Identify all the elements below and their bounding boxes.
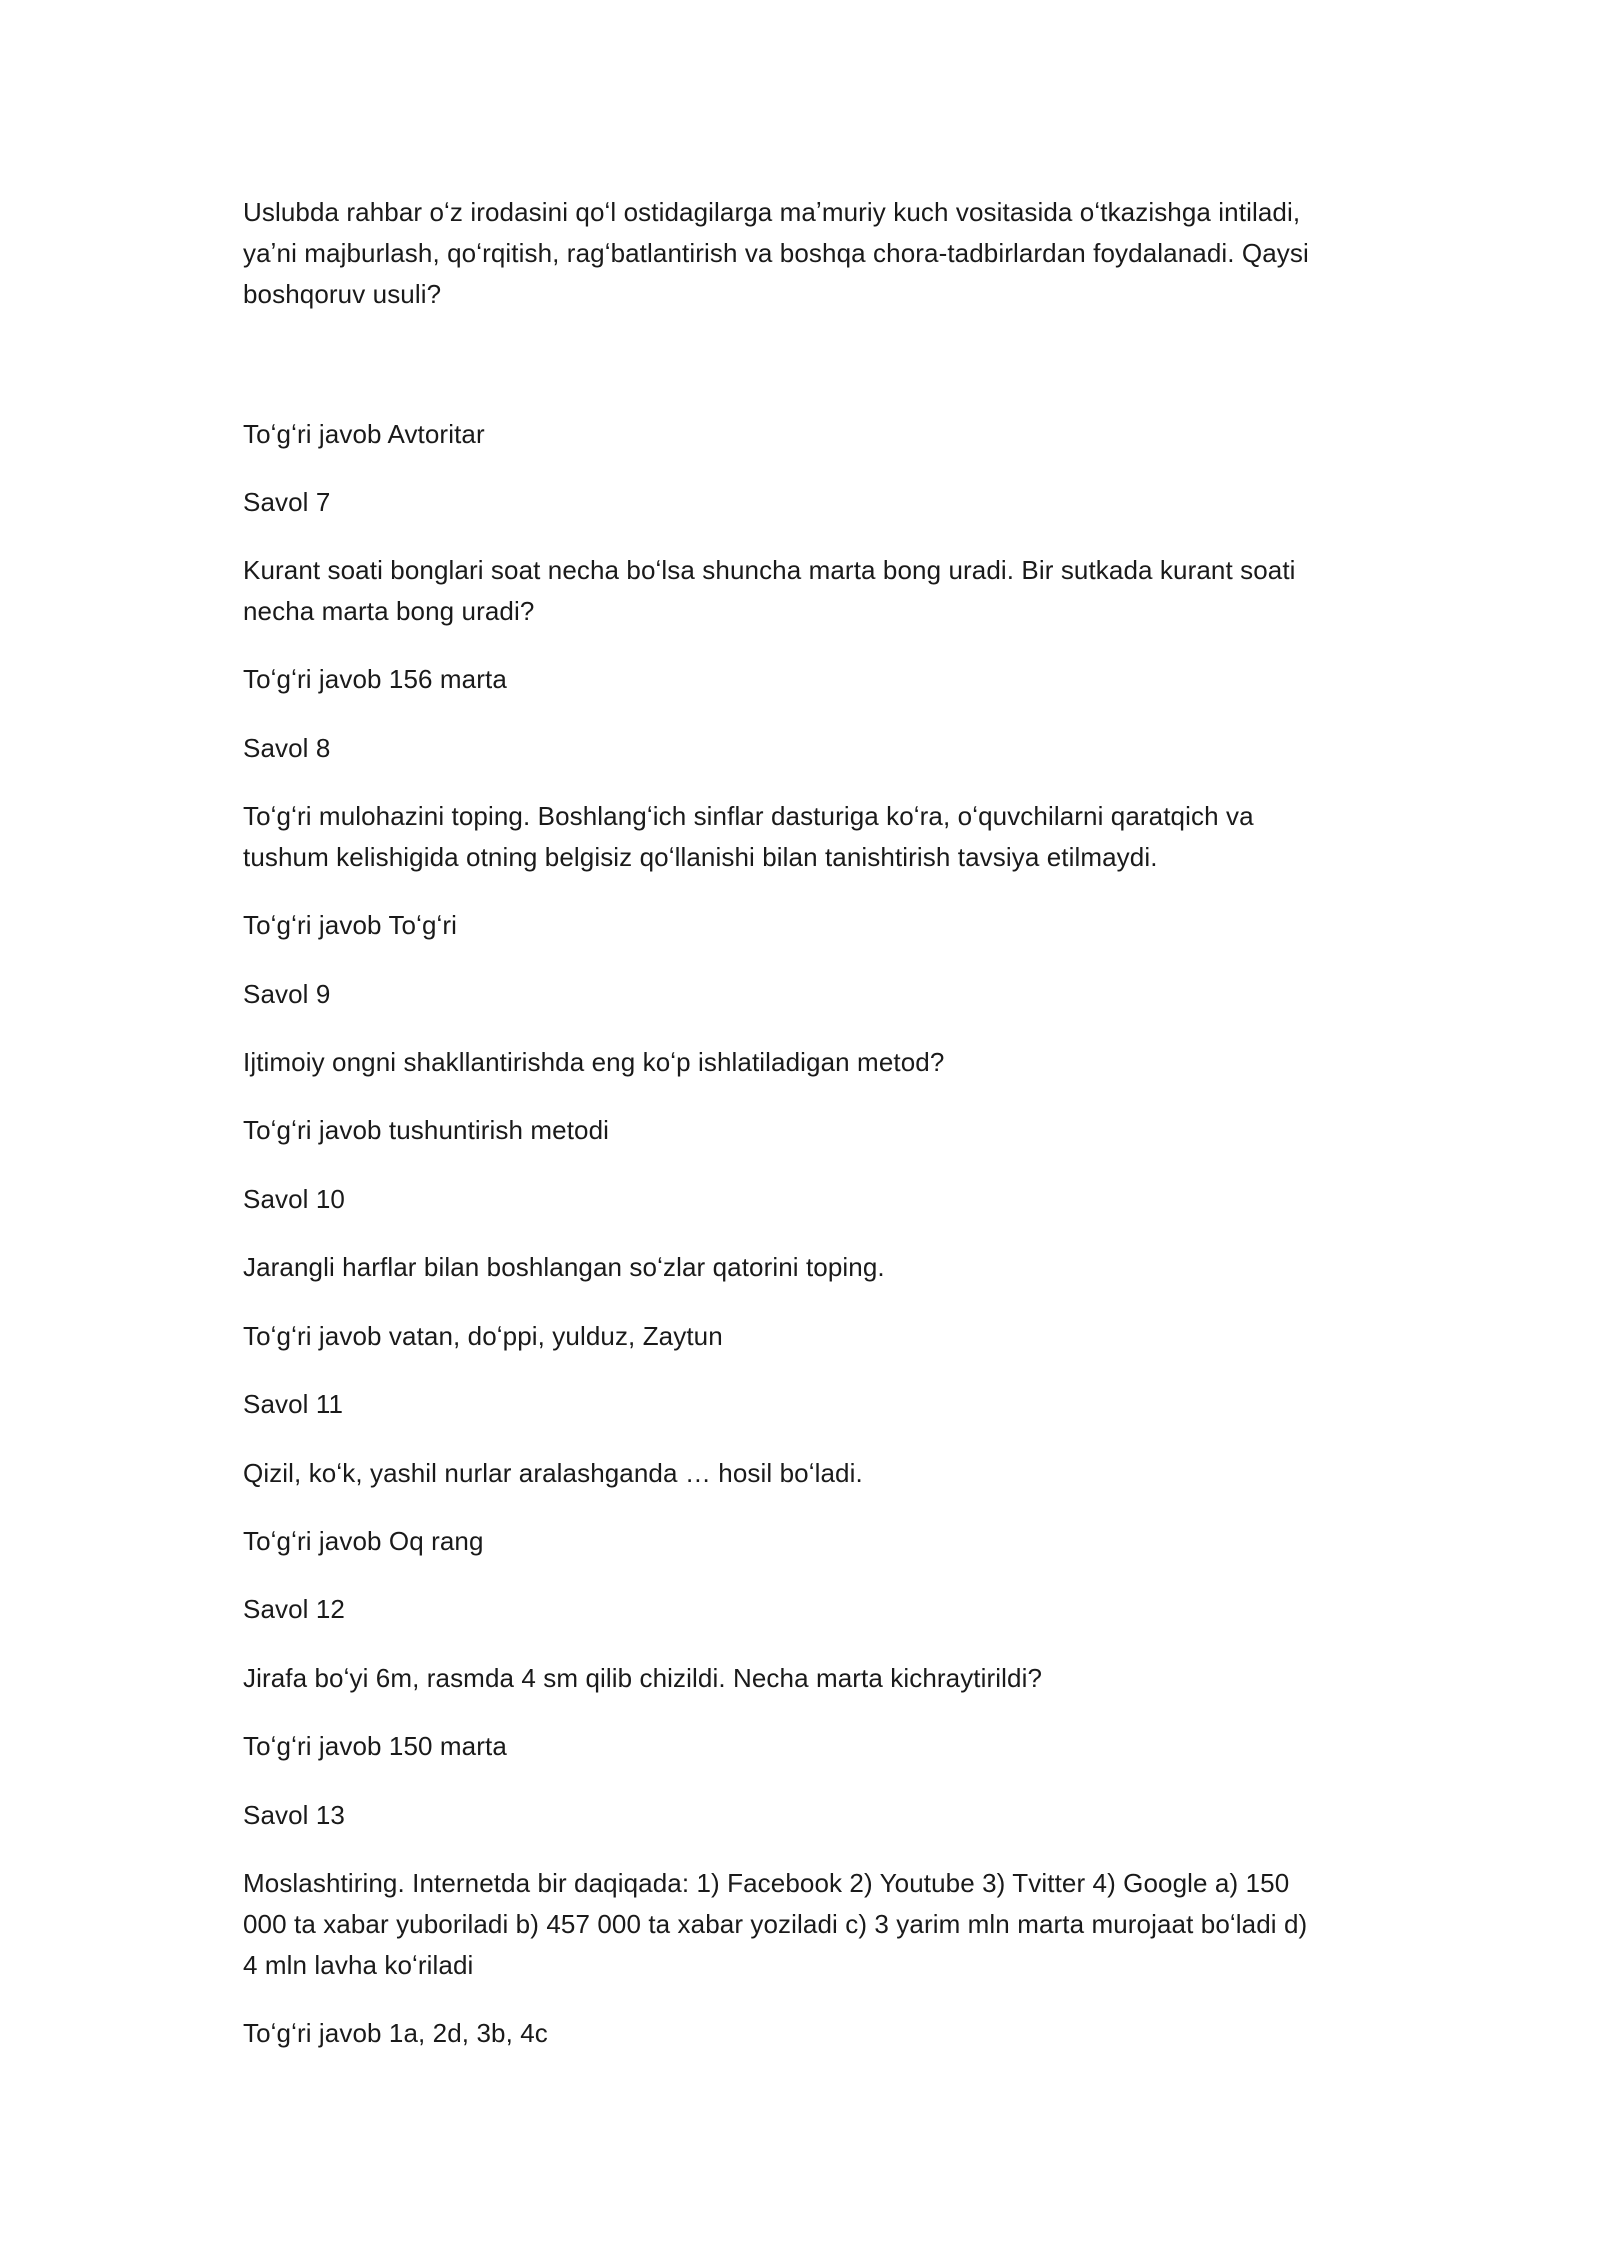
answer-7: Toʻgʻri javob 156 marta <box>243 664 507 694</box>
question-title-9: Savol 9 <box>243 979 331 1009</box>
question-text-9: Ijtimoiy ongni shakllantirishda eng koʻp ishlatiladigan metod? <box>243 1047 945 1077</box>
text-line: Kurant soati bonglari soat necha boʻlsa shuncha marta bong uradi. Bir sutkada kurant soati <box>243 555 1296 585</box>
answer-9: Toʻgʻri javob tushuntirish metodi <box>243 1115 610 1145</box>
question-text-10: Jarangli harflar bilan boshlangan soʻzlar qatorini toping. <box>243 1252 885 1282</box>
text-line: boshqoruv usuli? <box>243 279 442 309</box>
text-line: Uslubda rahbar oʻz irodasini qoʻl ostidagilarga maʼmuriy kuch vositasida oʻtkazishga intiladi, <box>243 197 1301 227</box>
answer-8: Toʻgʻri javob Toʻgʻri <box>243 910 458 940</box>
question-title-11: Savol 11 <box>243 1389 344 1419</box>
answer-10: Toʻgʻri javob vatan, doʻppi, yulduz, Zaytun <box>243 1321 723 1351</box>
question-title-7: Savol 7 <box>243 487 331 517</box>
question-text-12: Jirafa boʻyi 6m, rasmda 4 sm qilib chizildi. Necha marta kichraytirildi? <box>243 1663 1043 1693</box>
answer-11: Toʻgʻri javob Oq rang <box>243 1526 484 1556</box>
question-text-11: Qizil, koʻk, yashil nurlar aralashganda … hosil boʻladi. <box>243 1458 863 1488</box>
text-line: yaʼni majburlash, qoʻrqitish, ragʻbatlantirish va boshqa chora-tadbirlardan foydalanadi. Qaysi <box>243 238 1309 268</box>
question-title-8: Savol 8 <box>243 733 331 763</box>
question-text-intro <box>243 192 1309 315</box>
question-text-7 <box>243 550 1296 632</box>
question-title-12: Savol 12 <box>243 1594 345 1624</box>
text-line: necha marta bong uradi? <box>243 596 535 626</box>
text-line: 000 ta xabar yuboriladi b) 457 000 ta xabar yoziladi c) 3 yarim mln marta murojaat boʻladi d) <box>243 1909 1308 1939</box>
answer-13: Toʻgʻri javob 1a, 2d, 3b, 4c <box>243 2018 548 2048</box>
question-title-10: Savol 10 <box>243 1184 345 1214</box>
answer-intro: Toʻgʻri javob Avtoritar <box>243 419 485 449</box>
answer-12: Toʻgʻri javob 150 marta <box>243 1731 507 1761</box>
text-line: tushum kelishigida otning belgisiz qoʻllanishi bilan tanishtirish tavsiya etilmaydi. <box>243 842 1158 872</box>
question-title-13: Savol 13 <box>243 1800 345 1830</box>
text-line: Moslashtiring. Internetda bir daqiqada: 1) Facebook 2) Youtube 3) Tvitter 4) Google a) 150 <box>243 1868 1290 1898</box>
question-text-13 <box>243 1863 1307 1986</box>
question-text-8 <box>243 796 1254 878</box>
text-line: 4 mln lavha koʻriladi <box>243 1950 474 1980</box>
text-line: Toʻgʻri mulohazini toping. Boshlangʻich sinflar dasturiga koʻra, oʻquvchilarni qaratqich va <box>243 801 1254 831</box>
